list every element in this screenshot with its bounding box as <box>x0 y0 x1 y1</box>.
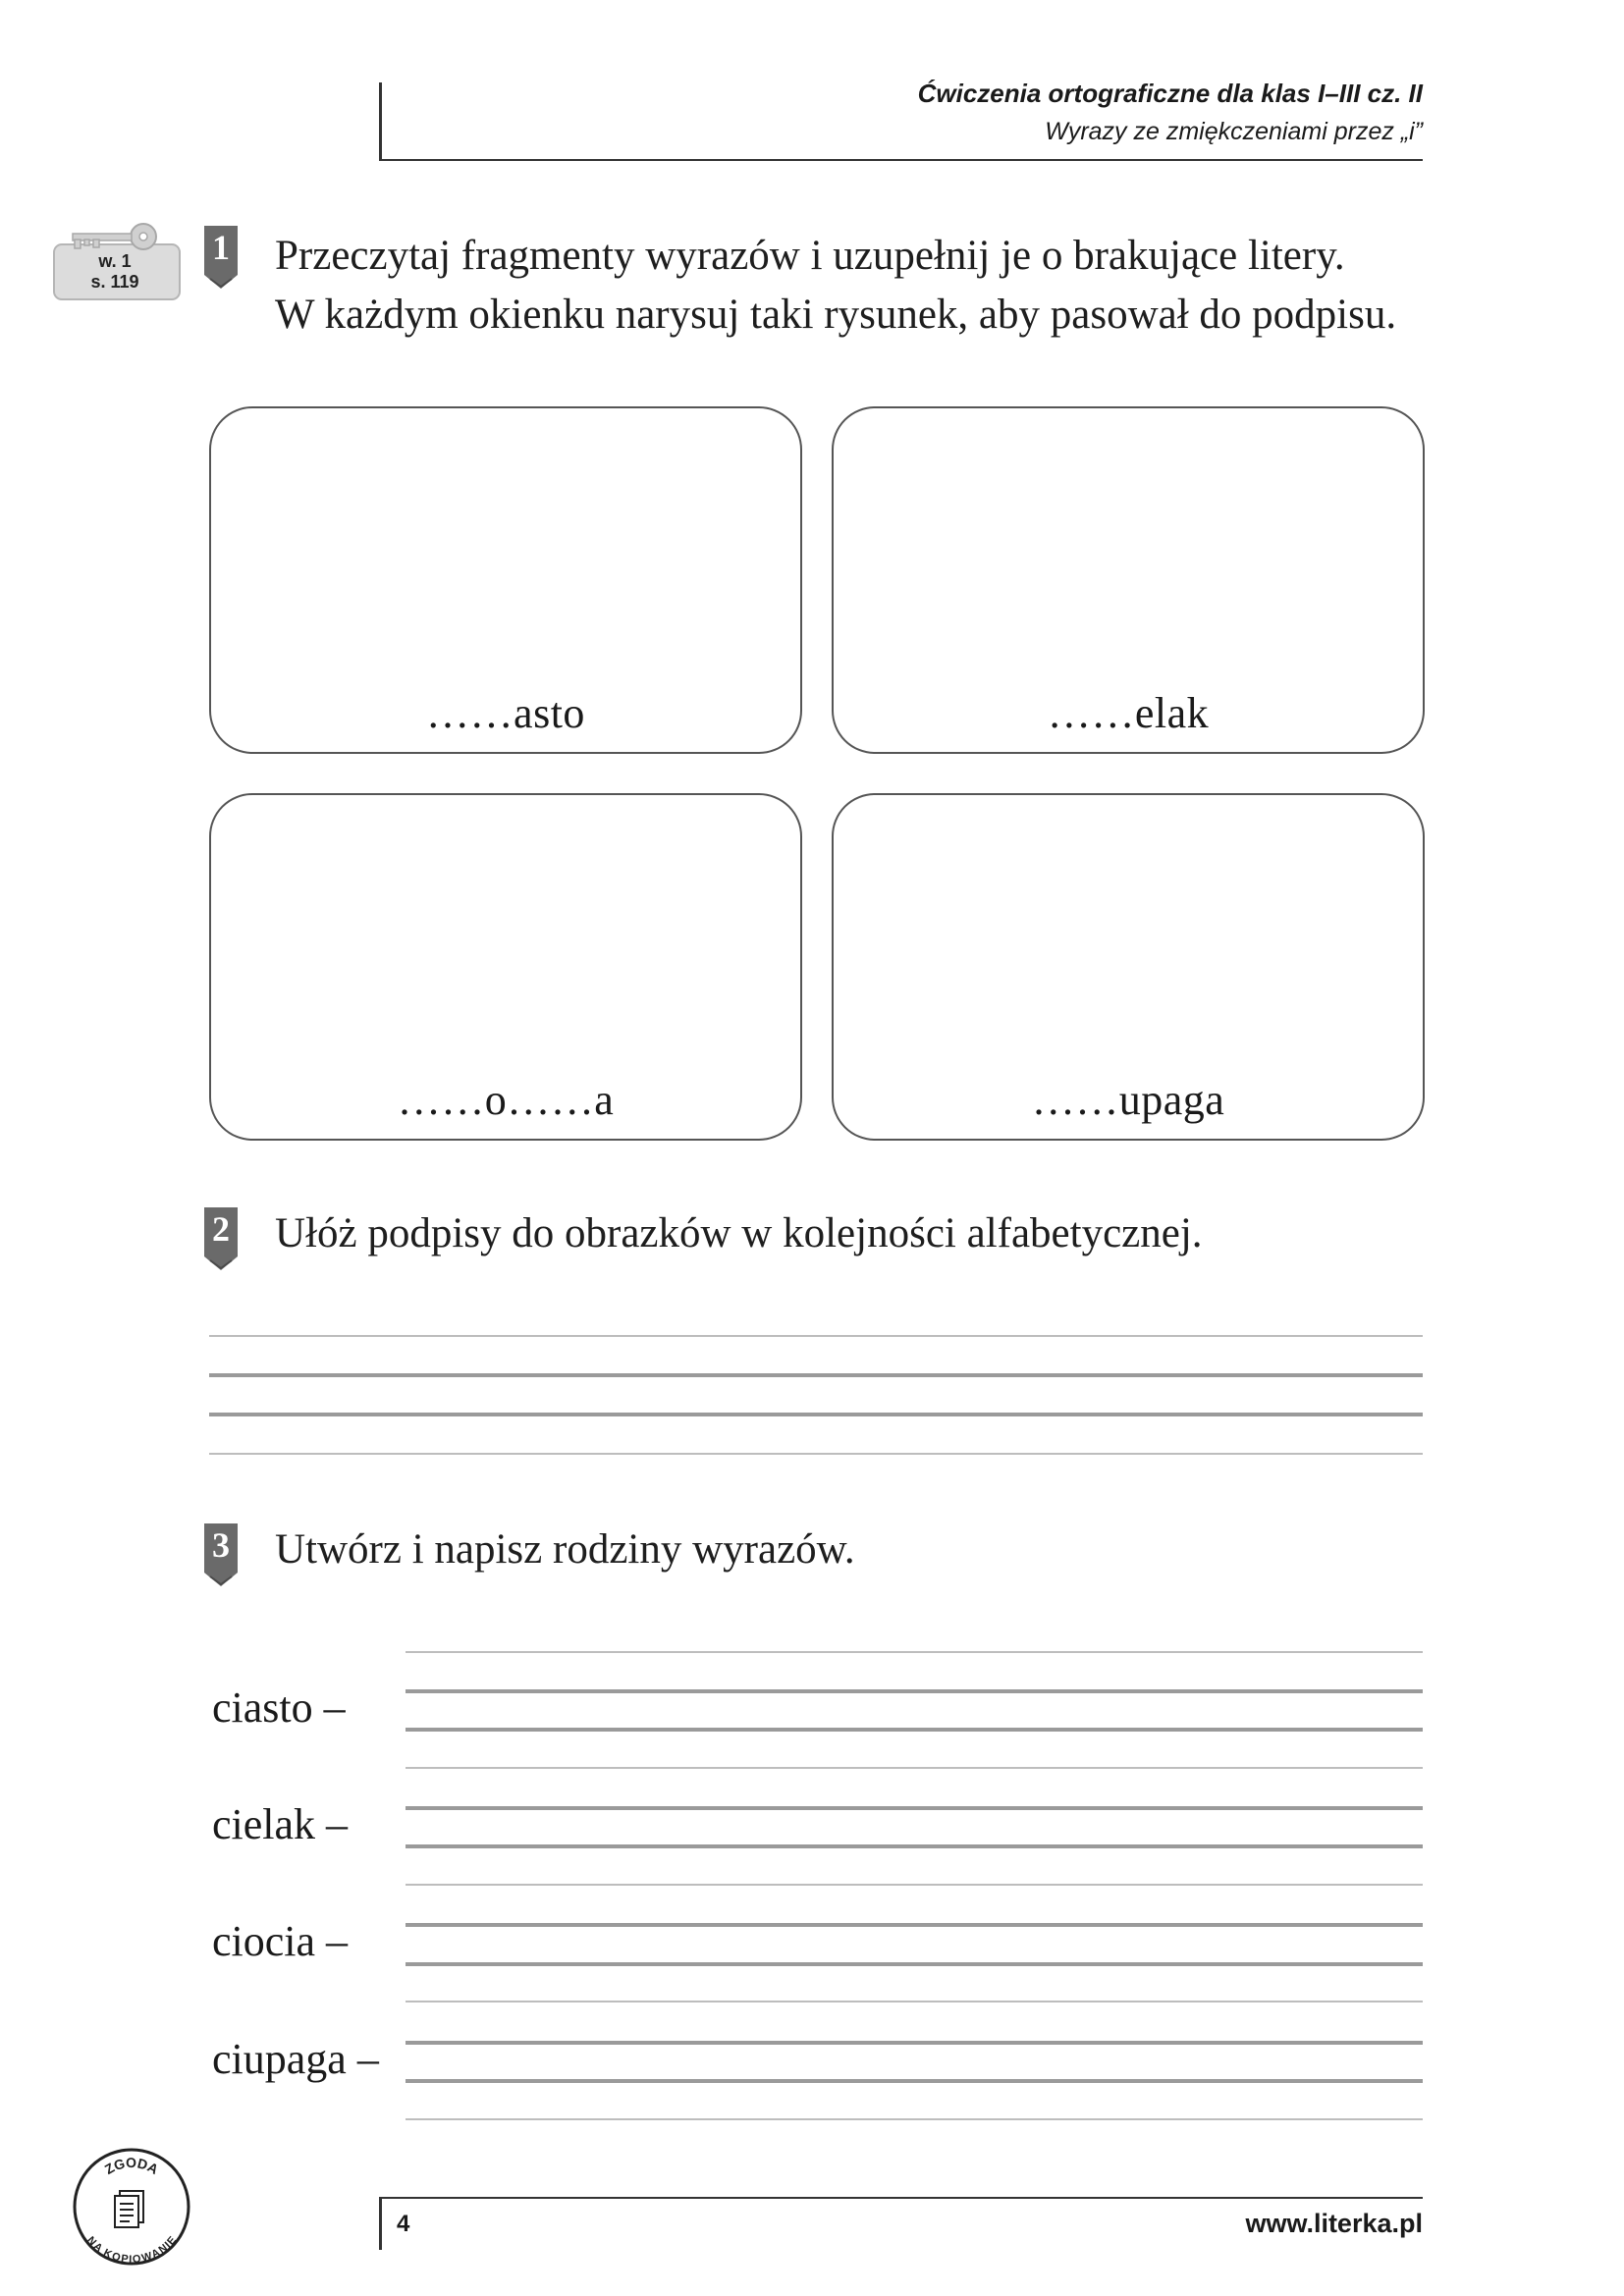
exercise-number: 2 <box>212 1209 230 1249</box>
writing-line[interactable] <box>406 1651 1423 1653</box>
exercise-number: 3 <box>212 1525 230 1565</box>
writing-line[interactable] <box>209 1413 1423 1416</box>
writing-line[interactable] <box>406 1806 1423 1810</box>
exercise-2-number-tag <box>202 1205 240 1251</box>
answer-key-page: s. 119 <box>90 272 139 292</box>
exercise-1-number-tag <box>202 224 240 269</box>
exercise-number: 1 <box>212 228 230 267</box>
writing-line[interactable] <box>406 2079 1423 2083</box>
key-icon <box>65 220 163 255</box>
answer-key-reference <box>53 251 177 293</box>
writing-line[interactable] <box>209 1373 1423 1377</box>
word-family-stem: cielak – <box>212 1800 349 1848</box>
drawing-box-caption: ……upaga <box>1031 1076 1225 1124</box>
writing-line[interactable] <box>406 1884 1423 1886</box>
writing-line[interactable] <box>406 1962 1423 1966</box>
header-subtitle: Wyrazy ze zmiękczeniami przez „i” <box>1045 118 1423 145</box>
writing-line[interactable] <box>406 1728 1423 1732</box>
writing-line[interactable] <box>209 1453 1423 1455</box>
exercise-1-instruction-line-2: W każdym okienku narysuj taki rysunek, aby pasował do podpisu. <box>275 292 1397 338</box>
drawing-box-caption: ……o……a <box>397 1076 615 1124</box>
answer-key-exercise: w. 1 <box>98 251 132 271</box>
stamp-bottom-text: NA KOPIOWANIE <box>84 2234 180 2267</box>
writing-line[interactable] <box>406 2041 1423 2045</box>
footer-divider-horizontal <box>379 2197 1423 2199</box>
stamp-top-text: ZGODA <box>101 2154 162 2178</box>
word-family-stem: ciocia – <box>212 1917 349 1965</box>
drawing-box-caption: ……elak <box>1047 689 1210 737</box>
writing-line[interactable] <box>406 1844 1423 1848</box>
writing-line[interactable] <box>209 1335 1423 1337</box>
writing-line[interactable] <box>406 1689 1423 1693</box>
drawing-box[interactable] <box>832 406 1425 754</box>
writing-line[interactable] <box>406 2001 1423 2002</box>
exercise-1-instruction-line-1: Przeczytaj fragmenty wyrazów i uzupełnij je o brakujące litery. <box>275 233 1345 279</box>
writing-line[interactable] <box>406 1767 1423 1769</box>
header-divider-vertical <box>379 82 382 161</box>
publisher-url[interactable]: www.literka.pl <box>1245 2209 1423 2238</box>
word-family-stem: ciupaga – <box>212 2035 379 2083</box>
exercise-2-instruction: Ułóż podpisy do obrazków w kolejności alfabetycznej. <box>275 1210 1203 1256</box>
exercise-3-instruction: Utwórz i napisz rodziny wyrazów. <box>275 1526 855 1573</box>
writing-line[interactable] <box>406 1923 1423 1927</box>
drawing-box-caption: ……asto <box>426 689 585 737</box>
copy-permission-stamp <box>71 2146 192 2268</box>
drawing-box[interactable] <box>209 793 802 1141</box>
drawing-box[interactable] <box>832 793 1425 1141</box>
word-family-stem: ciasto – <box>212 1683 346 1732</box>
header-divider-horizontal <box>379 159 1423 161</box>
document-copies-icon <box>115 2191 143 2227</box>
drawing-box[interactable] <box>209 406 802 754</box>
header-title: Ćwiczenia ortograficzne dla klas I–III cz. II <box>917 79 1423 108</box>
exercise-3-number-tag <box>202 1522 240 1567</box>
writing-line[interactable] <box>406 2118 1423 2120</box>
footer-divider-vertical <box>379 2197 382 2250</box>
page-number: 4 <box>397 2211 410 2237</box>
